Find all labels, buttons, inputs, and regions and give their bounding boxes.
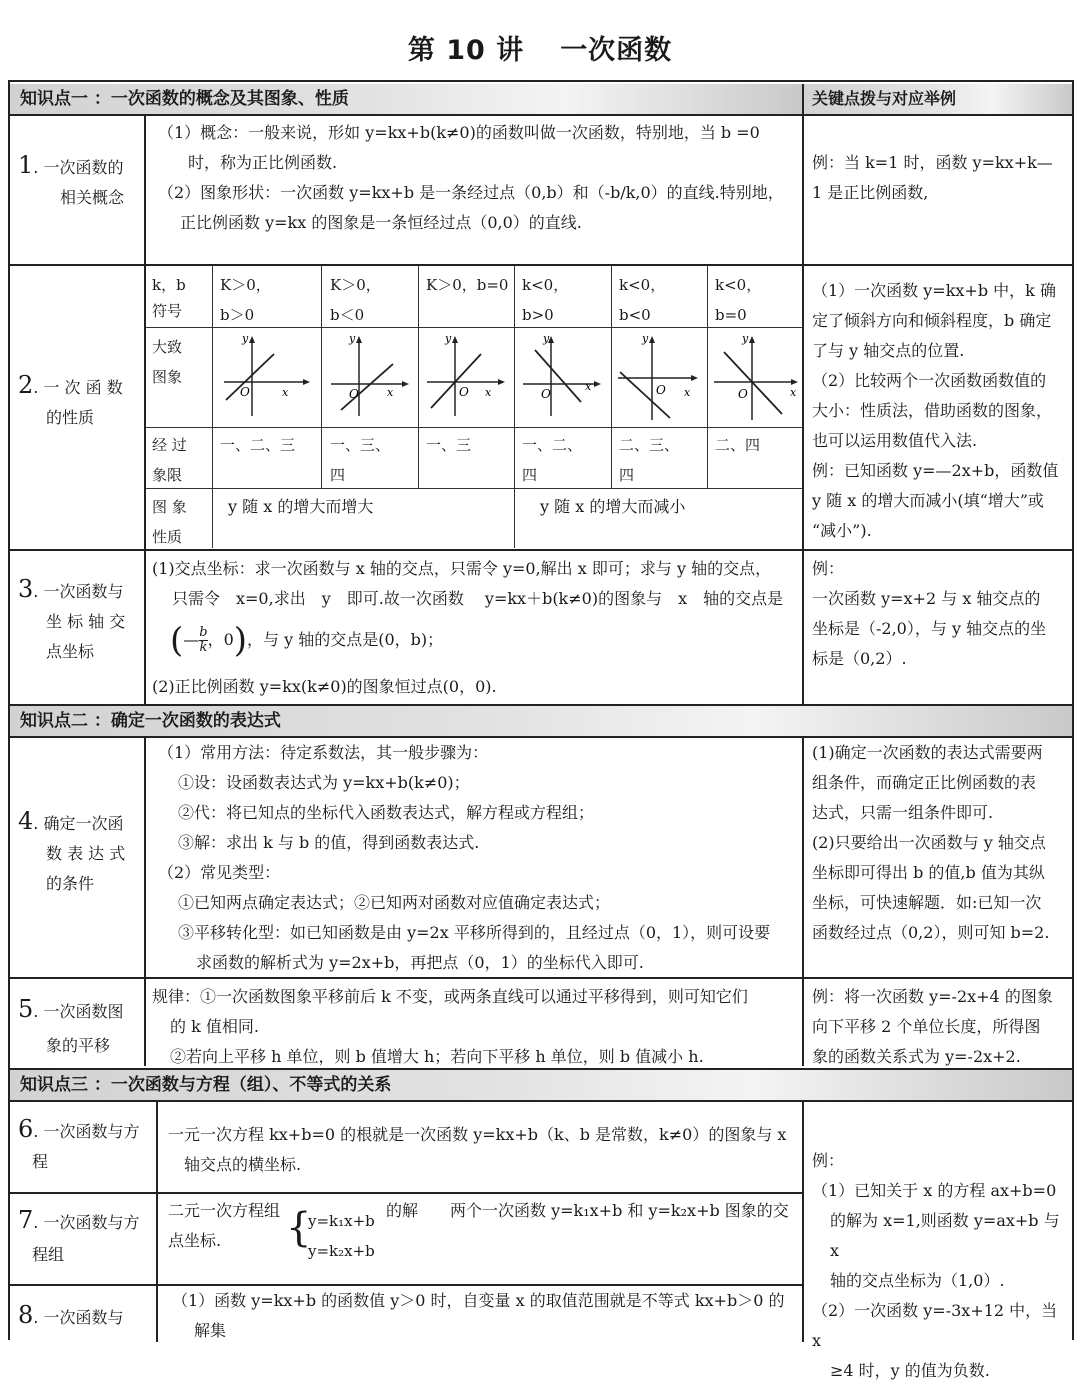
row1-side-line2: 1 是正比例函数,: [812, 183, 929, 202]
row1-label-l1: 一次函数的: [43, 158, 124, 177]
row5-content: 规律：①一次函数图象平移前后 k 不变，或两条直线可以通过平移得到，则可知它们 的 k 值相同. ②若向上平移 h 单位，则 b 值增大 h；若向下平移 h 单位，则 b 值减小 h.: [152, 987, 748, 1066]
row7-text-b: 的解 两个一次函数 y=k₁x+b 和 y=k₂x+b 图象的交: [386, 1201, 789, 1220]
equation-1: y=k₁x+b: [308, 1212, 375, 1230]
sign-cell: k<0， b<0: [619, 276, 666, 324]
minus-sign: —: [183, 630, 200, 649]
svg-text:x: x: [790, 386, 797, 399]
quad-header-l2: 象限: [152, 466, 183, 484]
graph-header-l1: 大致: [152, 338, 183, 356]
row6-label: 6. 一次函数与方 程: [18, 1115, 140, 1171]
row5-side: 例：将一次函数 y=-2x+4 的图象 向下平移 2 个单位长度，所得图 象的函数关系式为 y=-2x+2.: [812, 987, 1053, 1066]
svg-text:y: y: [742, 332, 749, 345]
row1-label: 1. 一次函数的 相关概念: [18, 151, 125, 207]
row3-line4: (2)正比例函数 y=kx(k≠0)的图象恒过点(0，0).: [152, 677, 497, 696]
row4-label-l3: 的条件: [46, 874, 95, 893]
row1-line3: （2）图象形状：一次函数 y=kx+b 是一条经过点（0,b）和（-b/k,0）的直线.特别地，: [158, 183, 784, 202]
section-header-kp2: 知识点二 ：确定一次函数的表达式: [10, 706, 1072, 736]
row4-label-l2: 数 表 达 式: [46, 844, 126, 863]
svg-text:x: x: [387, 386, 394, 399]
quadrant-cell: 一、三、 四: [330, 436, 391, 484]
row7-label-l2: 程组: [32, 1245, 65, 1264]
kb-header-l1: k，b: [152, 276, 186, 294]
graph-k-pos-b-pos: [218, 330, 318, 424]
zero-coord: ，0: [207, 630, 234, 649]
lecture-number: 第 10 讲: [407, 35, 525, 66]
property-decreasing: y 随 x 的增大而减小: [540, 497, 686, 516]
svg-text:x: x: [684, 386, 691, 399]
prop-header-l1: 图 象: [152, 498, 187, 516]
quadrant-cell: 一、三: [426, 436, 472, 454]
sign-cell: K＞0， b＞0: [220, 276, 271, 324]
svg-text:y: y: [349, 332, 356, 345]
graph-k-pos-b-neg: [325, 330, 417, 424]
graph-header-l2: 图象: [152, 368, 183, 386]
svg-text:y: y: [642, 332, 649, 345]
property-increasing: y 随 x 的增大而增大: [228, 497, 374, 516]
row6-label-l1: 一次函数与方: [43, 1122, 140, 1141]
sign-cell: k<0， b=0: [715, 276, 762, 324]
fraction-b-over-k: $\frac{b}{k}$: [199, 625, 208, 655]
section-header-kp3: 知识点三 ：一次函数与方程（组）、不等式的关系: [10, 1070, 1072, 1100]
row4-label: 4. 确定一次函 数 表 达 式 的条件: [18, 807, 126, 893]
row5-number: 5: [18, 995, 34, 1023]
svg-text:y: y: [445, 332, 452, 345]
row3-side: 例： 一次函数 y=x+2 与 x 轴交点的 坐标是（-2,0），与 y 轴交点的坐 标是（0,2）.: [812, 559, 1047, 668]
row1-content: [158, 118, 798, 238]
sign-cell: K＞0，b=0: [426, 276, 509, 294]
row2-side: （1）一次函数 y=kx+b 中，k 确 定了倾斜方向和倾斜程度，b 确定 了与 y 轴交点的位置. （2）比较两个一次函数函数值的 大小：性质法，借助函数的图象， 也可以运用数值代入法. 例：已知函数 y=—2x+b，函数值 y 随 x 的增大而减小(填“增大”或 “减小”).: [812, 281, 1059, 540]
row6-content: 一元一次方程 kx+b=0 的根就是一次函数 y=kx+b（k、b 是常数，k≠0）的图象与 x 轴交点的横坐标.: [168, 1125, 787, 1174]
equation-2: y=k₂x+b: [308, 1242, 375, 1260]
svg-text:O: O: [240, 385, 250, 399]
prop-header-l2: 性质: [152, 528, 183, 546]
row8-label: 8. 一次函数与: [18, 1301, 124, 1329]
row7-equations: [308, 1206, 388, 1266]
row1-side-line1: 例：当 k=1 时，函数 y=kx+k—: [812, 153, 1053, 172]
svg-text:y: y: [242, 332, 249, 345]
quadrant-cell: 二、四: [715, 436, 761, 454]
section-header-kp1: 知识点一 ：一次函数的概念及其图象、性质: [10, 84, 802, 114]
sign-cell: k<0， b>0: [522, 276, 569, 324]
row4-label-l1: 确定一次函: [43, 814, 124, 833]
row3-line2: 只需令 x=0,求出 y 即可.故一次函数 y=kx＋b(k≠0)的图象与 x 轴的交点是: [172, 589, 784, 608]
side-header: 关键点拨与对应举例: [804, 84, 1072, 114]
row2-label-l1: 一 次 函 数: [43, 378, 123, 397]
row4-content: （1）常用方法：待定系数法，其一般步骤为： ①设：设函数表达式为 y=kx+b(k≠0)； ②代：将已知点的坐标代入函数表达式，解方程或方程组； ③解：求出 k 与 b 的值，得到函数表达式. （2）常见类型： ①已知两点确定表达式；②已知两对函数对应值确定表达式； ③平移转化型：如已知函数是由 y=2x 平移所得到的，且经过点（0，1），则可设要 求函数的解析式为 y=2x+b，再把点（0，1）的坐标代入即可.: [158, 743, 771, 972]
svg-text:O: O: [656, 383, 666, 397]
lecture-topic: 一次函数: [560, 35, 673, 66]
row1-line2: 时，称为正比例函数.: [188, 153, 338, 172]
row7-number: 7: [18, 1206, 34, 1234]
sign-cell: K＞0， b＜0: [330, 276, 381, 324]
row3-content: [152, 554, 798, 702]
row7-text-c: 点坐标.: [168, 1231, 222, 1250]
quadrant-cell: 一、二、 四: [522, 436, 583, 484]
svg-text:x: x: [585, 380, 592, 393]
row1-side: [812, 148, 1068, 208]
row8-content: （1）函数 y=kx+b 的函数值 y＞0 时，自变量 x 的取值范围就是不等式 kx+b＞0 的 解集: [172, 1291, 785, 1340]
row1-line1: （1）概念：一般来说，形如 y=kx+b(k≠0)的函数叫做一次函数，特别地，当 b =0: [158, 123, 760, 142]
row2-label: 2. 一 次 函 数 的性质: [18, 371, 123, 427]
row5-label-l1: 一次函数图: [43, 1002, 124, 1021]
row3-line3: (— $\frac{b}{k}$ ，0)，与 y 轴的交点是(0，b)；: [170, 620, 444, 661]
svg-text:x: x: [282, 386, 289, 399]
graph-header: [152, 332, 208, 392]
svg-text:y: y: [543, 332, 550, 345]
kb-sign-header: [152, 272, 208, 324]
row6to8-side: 例： （1）已知关于 x 的方程 ax+b=0 的解为 x=1,则函数 y=ax+b 与 x 轴的交点坐标为（1,0）. （2）一次函数 y=-3x+12 中，当 x ≥4 时，y 的值为负数.: [812, 1151, 1060, 1380]
graph-k-neg-b-pos: [517, 330, 609, 424]
row6-number: 6: [18, 1115, 34, 1143]
row3-line1: (1)交点坐标：求一次函数与 x 轴的交点，只需令 y=0,解出 x 即可；求与 y 轴的交点，: [152, 559, 772, 578]
row7-label: 7. 一次函数与方 程组: [18, 1206, 140, 1264]
svg-text:O: O: [738, 387, 748, 401]
graph-k-pos-b-zero: [421, 330, 513, 424]
row8-label-l1: 一次函数与: [43, 1308, 124, 1327]
property-header: [152, 492, 208, 552]
quad-header-l1: 经 过: [152, 436, 187, 454]
quadrant-cell: 一、二、三: [220, 436, 296, 454]
quadrant-cell: 二、三、 四: [619, 436, 680, 484]
row5-label-l2: 象的平移: [46, 1036, 111, 1055]
row1-number: 1: [18, 151, 34, 179]
svg-text:x: x: [485, 386, 492, 399]
row3-number: 3: [18, 575, 34, 603]
svg-text:O: O: [349, 387, 359, 401]
svg-text:O: O: [541, 387, 551, 401]
row3-label-l2: 坐 标 轴 交: [46, 612, 126, 631]
row7-text-a: 二元一次方程组: [168, 1201, 281, 1220]
graph-k-neg-b-neg: [614, 330, 706, 424]
row5-label: 5. 一次函数图 象的平移: [18, 995, 124, 1055]
kb-header-l2: 符号: [152, 302, 183, 320]
row1-line4: 正比例函数 y=kx 的图象是一条恒经过点（0,0）的直线.: [180, 213, 582, 232]
row4-side: (1)确定一次函数的表达式需要两 组条件，而确定正比例函数的表 达式，只需一组条件即可. (2)只要给出一次函数与 y 轴交点 坐标即可得出 b 的值,b 值为其纵 坐标，可快速解题．如:已知一次 函数经过点（0,2），则可知 b=2.: [812, 743, 1050, 942]
graph-k-neg-b-zero: [710, 330, 802, 424]
quadrant-header: [152, 430, 208, 490]
row2-number: 2: [18, 371, 34, 399]
row1-label-l2: 相关概念: [60, 188, 125, 207]
row3-label-l1: 一次函数与: [43, 582, 124, 601]
page-title: [0, 28, 1080, 67]
row6-label-l2: 程: [32, 1152, 49, 1171]
row3-label-l3: 点坐标: [46, 642, 95, 661]
row3-line3-tail: ，与 y 轴的交点是(0，b)；: [247, 630, 444, 649]
row4-number: 4: [18, 807, 34, 835]
row8-number: 8: [18, 1301, 34, 1329]
svg-text:O: O: [459, 385, 469, 399]
row7-brace: {: [286, 1205, 312, 1251]
row3-label: 3. 一次函数与 坐 标 轴 交 点坐标: [18, 575, 126, 661]
row7-label-l1: 一次函数与方: [43, 1213, 140, 1232]
row2-label-l2: 的性质: [46, 408, 95, 427]
